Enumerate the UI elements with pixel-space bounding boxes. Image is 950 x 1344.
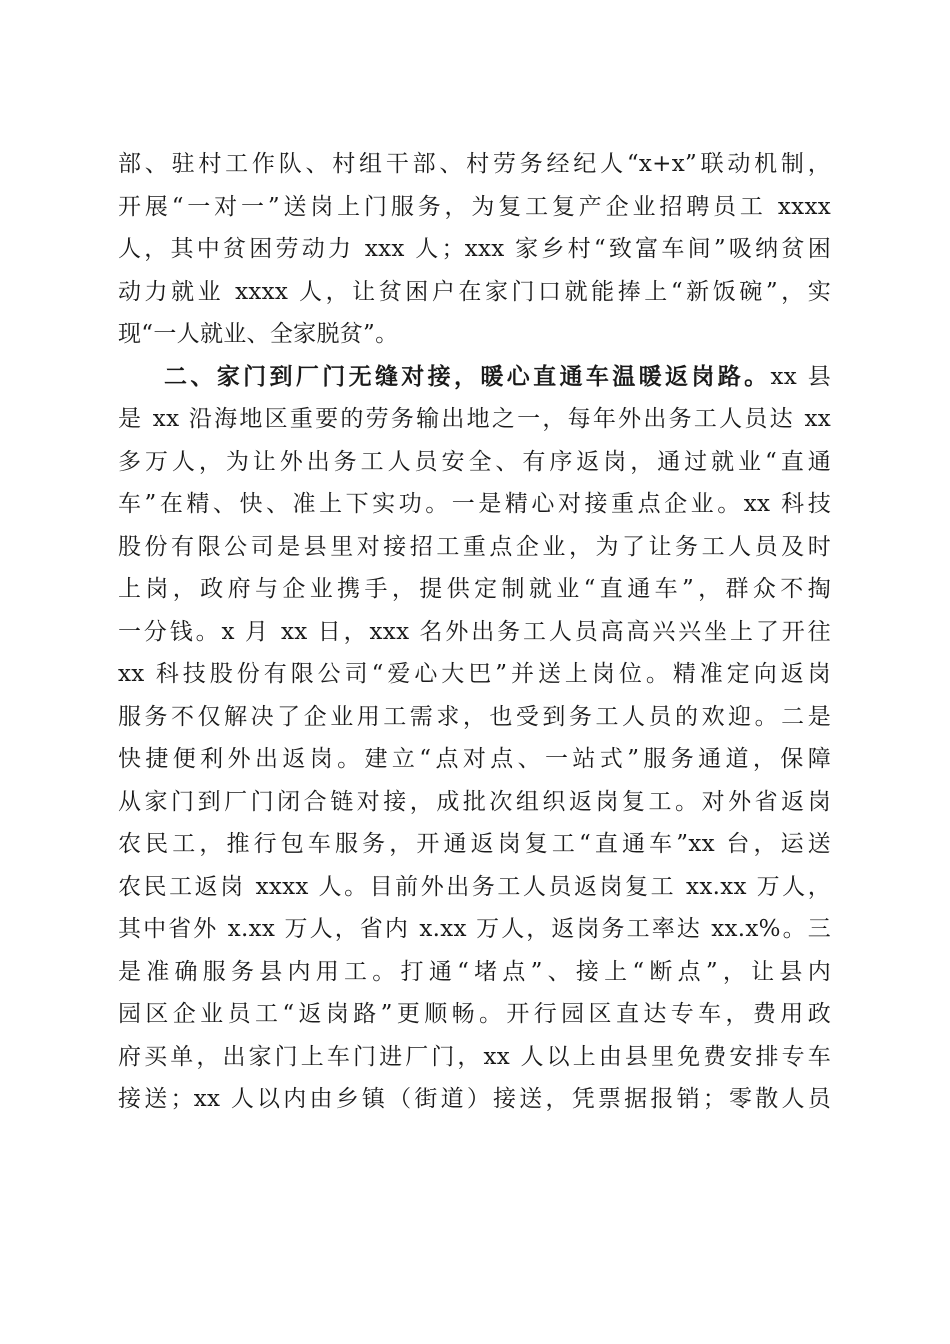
text-line: 服务不仅解决了企业用工需求，也受到务工人员的欢迎。二是	[118, 703, 831, 730]
section-heading: 二、家门到厂门无缝对接，暖心直通车温暖返岗路。	[164, 362, 771, 390]
text-line: 农民工返岗 xxxx 人。目前外出务工人员返岗复工 xx.xx 万人，	[118, 873, 831, 900]
text-line: 现“一人就业、全家脱贫”。	[118, 321, 399, 347]
text-line: 车”在精、快、准上下实功。一是精心对接重点企业。xx 科技	[118, 491, 831, 517]
text-line: 部、驻村工作队、村组干部、村劳务经纪人“x+x”联动机制，	[118, 151, 831, 177]
text-line: 多万人，为让外出务工人员安全、有序返岗，通过就业“直通	[118, 448, 831, 475]
text-line: 园区企业员工“返岗路”更顺畅。开行园区直达专车，费用政	[118, 1001, 831, 1027]
text-line: 其中省外 x.xx 万人，省内 x.xx 万人，返岗务工率达 xx.x%。三	[118, 916, 831, 942]
text-line: 一分钱。x 月 xx 日，xxx 名外出务工人员高高兴兴坐上了开往	[118, 618, 831, 645]
text-line: 接送；xx 人以内由乡镇（街道）接送，凭票据报销；零散人员	[118, 1086, 831, 1112]
text-line: 人，其中贫困劳动力 xxx 人；xxx 家乡村“致富车间”吸纳贫困	[118, 236, 831, 262]
text-line: 股份有限公司是县里对接招工重点企业，为了让务工人员及时	[118, 533, 831, 560]
text-line: 从家门到厂门闭合链对接，成批次组织返岗复工。对外省返岗	[118, 788, 831, 815]
text-line: 府买单，出家门上车门进厂门，xx 人以上由县里免费安排专车	[118, 1043, 831, 1070]
text-line: 开展“一对一”送岗上门服务，为复工复产企业招聘员工 xxxx	[118, 193, 831, 220]
text-line: xx 科技股份有限公司“爱心大巴”并送上岗位。精准定向返岗	[118, 661, 831, 687]
section-heading-line	[118, 356, 831, 399]
text-line: 是 xx 沿海地区重要的劳务输出地之一，每年外出务工人员达 xx	[118, 406, 831, 432]
text-line: 快捷便利外出返岗。建立“点对点、一站式”服务通道，保障	[118, 746, 831, 772]
text-line: 农民工，推行包车服务，开通返岗复工“直通车”xx 台，运送	[118, 831, 831, 857]
text-line: 动力就业 xxxx 人，让贫困户在家门口就能捧上“新饭碗”，实	[118, 278, 831, 305]
text-line: 上岗，政府与企业携手，提供定制就业“直通车”，群众不掏	[118, 576, 831, 602]
text-line: 是准确服务县内用工。打通“堵点”、接上“断点”，让县内	[118, 958, 831, 985]
body-text	[118, 143, 831, 1121]
section-heading-rest: xx 县	[770, 363, 831, 390]
